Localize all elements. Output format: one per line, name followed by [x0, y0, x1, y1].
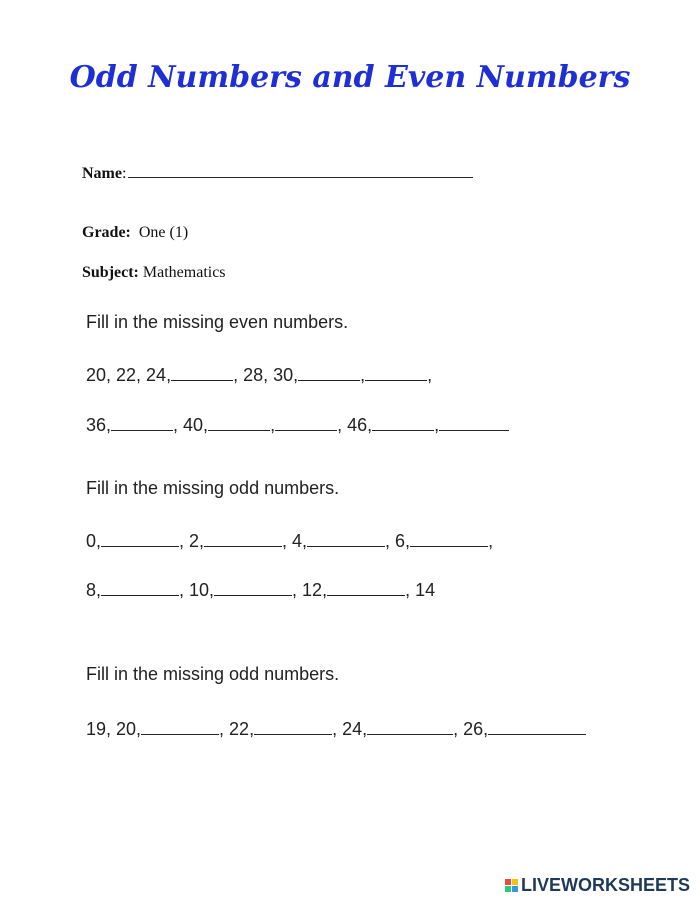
grade-value: One (1) — [138, 224, 189, 241]
odd-row-3 — [86, 716, 586, 740]
sequence-text: , 12, — [292, 580, 328, 600]
sequence-text: , 10, — [179, 580, 215, 600]
answer-blank[interactable] — [365, 362, 427, 381]
answer-blank[interactable] — [488, 716, 586, 735]
answer-blank[interactable] — [101, 577, 179, 596]
sequence-text: , — [360, 365, 366, 385]
sequence-text: , 24, — [332, 719, 368, 739]
sequence-text: , — [427, 365, 433, 385]
answer-blank[interactable] — [208, 412, 270, 431]
sequence-text: , 28, 30, — [233, 365, 299, 385]
sequence-text: , 2, — [179, 531, 205, 551]
answer-blank[interactable] — [254, 716, 332, 735]
sequence-text: , 22, — [219, 719, 255, 739]
name-label: Name — [82, 165, 122, 182]
answer-blank[interactable] — [367, 716, 453, 735]
liveworksheets-logo-icon — [505, 879, 518, 892]
answer-blank[interactable] — [171, 362, 233, 381]
sequence-text: 36, — [86, 415, 112, 435]
name-input-line[interactable] — [128, 163, 473, 178]
sequence-text: , 14 — [405, 580, 436, 600]
grade-label: Grade: — [82, 224, 131, 241]
sequence-text: , 40, — [173, 415, 209, 435]
liveworksheets-brand[interactable] — [505, 875, 690, 896]
sequence-text: , 6, — [385, 531, 411, 551]
subject-field — [82, 264, 226, 282]
sequence-text: 0, — [86, 531, 102, 551]
answer-blank[interactable] — [275, 412, 337, 431]
sequence-text: , 4, — [282, 531, 308, 551]
even-row-1 — [86, 362, 432, 386]
sequence-text: , — [488, 531, 494, 551]
worksheet-title: Odd Numbers and Even Numbers — [69, 60, 631, 95]
sequence-text: 20, 22, 24, — [86, 365, 172, 385]
answer-blank[interactable] — [439, 412, 509, 431]
grade-field — [82, 224, 188, 242]
answer-blank[interactable] — [214, 577, 292, 596]
answer-blank[interactable] — [372, 412, 434, 431]
answer-blank[interactable] — [327, 577, 405, 596]
sequence-text: 19, 20, — [86, 719, 142, 739]
sequence-text: , — [270, 415, 276, 435]
section-3-prompt: Fill in the missing odd numbers. — [86, 664, 340, 684]
answer-blank[interactable] — [204, 528, 282, 547]
answer-blank[interactable] — [410, 528, 488, 547]
sequence-text: 8, — [86, 580, 102, 600]
subject-value: Mathematics — [142, 264, 226, 281]
logo-square — [505, 879, 511, 885]
logo-square — [512, 886, 518, 892]
logo-square — [512, 879, 518, 885]
section-1-prompt: Fill in the missing even numbers. — [86, 312, 349, 332]
even-row-2 — [86, 412, 509, 436]
answer-blank[interactable] — [141, 716, 219, 735]
section-2-prompt: Fill in the missing odd numbers. — [86, 478, 340, 498]
brand-text: LIVEWORKSHEETS — [520, 875, 690, 895]
answer-blank[interactable] — [111, 412, 173, 431]
odd-row-2 — [86, 577, 435, 601]
logo-square — [505, 886, 511, 892]
answer-blank[interactable] — [307, 528, 385, 547]
subject-label: Subject: — [82, 264, 139, 281]
sequence-text: , — [434, 415, 440, 435]
sequence-text: , 46, — [337, 415, 373, 435]
answer-blank[interactable] — [101, 528, 179, 547]
odd-row-1 — [86, 528, 493, 552]
answer-blank[interactable] — [298, 362, 360, 381]
sequence-text: , 26, — [453, 719, 489, 739]
name-field: Name: — [82, 163, 473, 183]
